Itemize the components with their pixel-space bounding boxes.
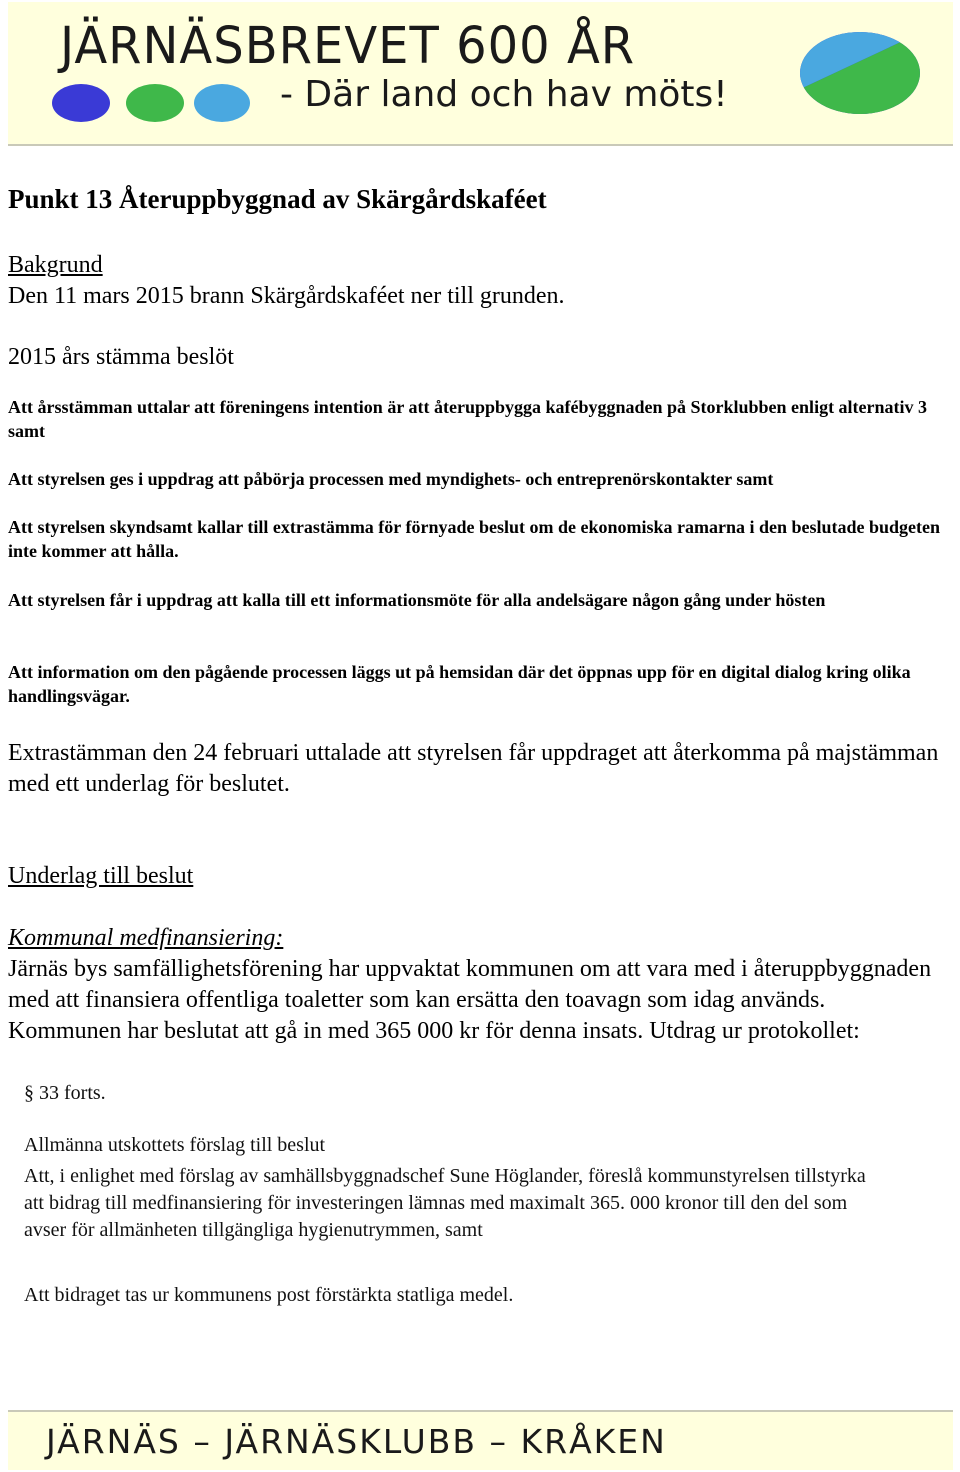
excerpt-section: § 33 forts. <box>24 1082 106 1104</box>
banner-title: JÄRNÄSBREVET 600 ÅR <box>60 16 636 76</box>
excerpt-paragraph: Att bidraget tas ur kommunens post förstärkta statliga medel. <box>24 1284 514 1306</box>
decision-label: 2015 års stämma beslöt <box>8 344 234 370</box>
green-dot-icon <box>126 84 184 122</box>
header-banner <box>8 2 953 146</box>
decision-point: Att information om den pågående processen läggs ut på hemsidan där det öppnas upp för en digital dialog kring olika handlingsvägar. <box>8 662 911 706</box>
banner-subtitle: - Där land och hav möts! <box>280 74 728 115</box>
footer-banner <box>8 1410 953 1470</box>
land-sea-logo-icon <box>798 30 922 116</box>
page-title: Punkt 13 Återuppbyggnad av Skärgårdskaféet <box>8 184 547 214</box>
background-text: Den 11 mars 2015 brann Skärgårdskaféet ner till grunden. <box>8 283 565 309</box>
decision-point: Att styrelsen ges i uppdrag att påbörja processen med myndighets- och entreprenörskontakter samt <box>8 469 774 489</box>
footer-text: JÄRNÄS – JÄRNÄSKLUBB – KRÅKEN <box>46 1422 667 1461</box>
lightblue-dot-icon <box>194 84 250 122</box>
excerpt-title: Allmänna utskottets förslag till beslut <box>24 1134 326 1156</box>
decision-point: Att årsstämman uttalar att föreningens intention är att återuppbygga kafébyggnaden på Storklubben enligt alternativ 3 samt <box>8 397 928 441</box>
basis-subheading: Kommunal medfinansiering: <box>8 925 284 951</box>
blue-dot-icon <box>52 84 110 122</box>
background-label: Bakgrund <box>8 252 103 278</box>
basis-label: Underlag till beslut <box>8 863 194 889</box>
decision-point: Att styrelsen får i uppdrag att kalla till ett informationsmöte för alla andelsägare någon gång under hösten <box>8 590 826 610</box>
extra-meeting-text: Extrastämman den 24 februari uttalade att styrelsen får uppdraget att återkomma på majstämman med ett underlag för beslutet. <box>8 740 939 797</box>
basis-text: Järnäs bys samfällighetsförening har uppvaktat kommunen om att vara med i återuppbyggnaden med att finansiera offentliga toaletter som kan ersätta den toavagn som idag används. Kommunen har beslutat att gå in med 365 000 kr för denna insats. Utdrag ur protokollet: <box>8 956 932 1044</box>
decision-point: Att styrelsen skyndsamt kallar till extrastämma för förnyade beslut om de ekonomiska ramarna i den beslutade budgeten inte kommer att hålla. <box>8 517 941 561</box>
excerpt-paragraph: Att, i enlighet med förslag av samhällsbyggnadschef Sune Höglander, föreslå kommunstyrelsen tillstyrka att bidrag till medfinansiering för investeringen lämnas med maximalt 365. 000 kronor till den del som avser för allmänheten tillgängliga hygienutrymmen, samt <box>24 1165 866 1241</box>
